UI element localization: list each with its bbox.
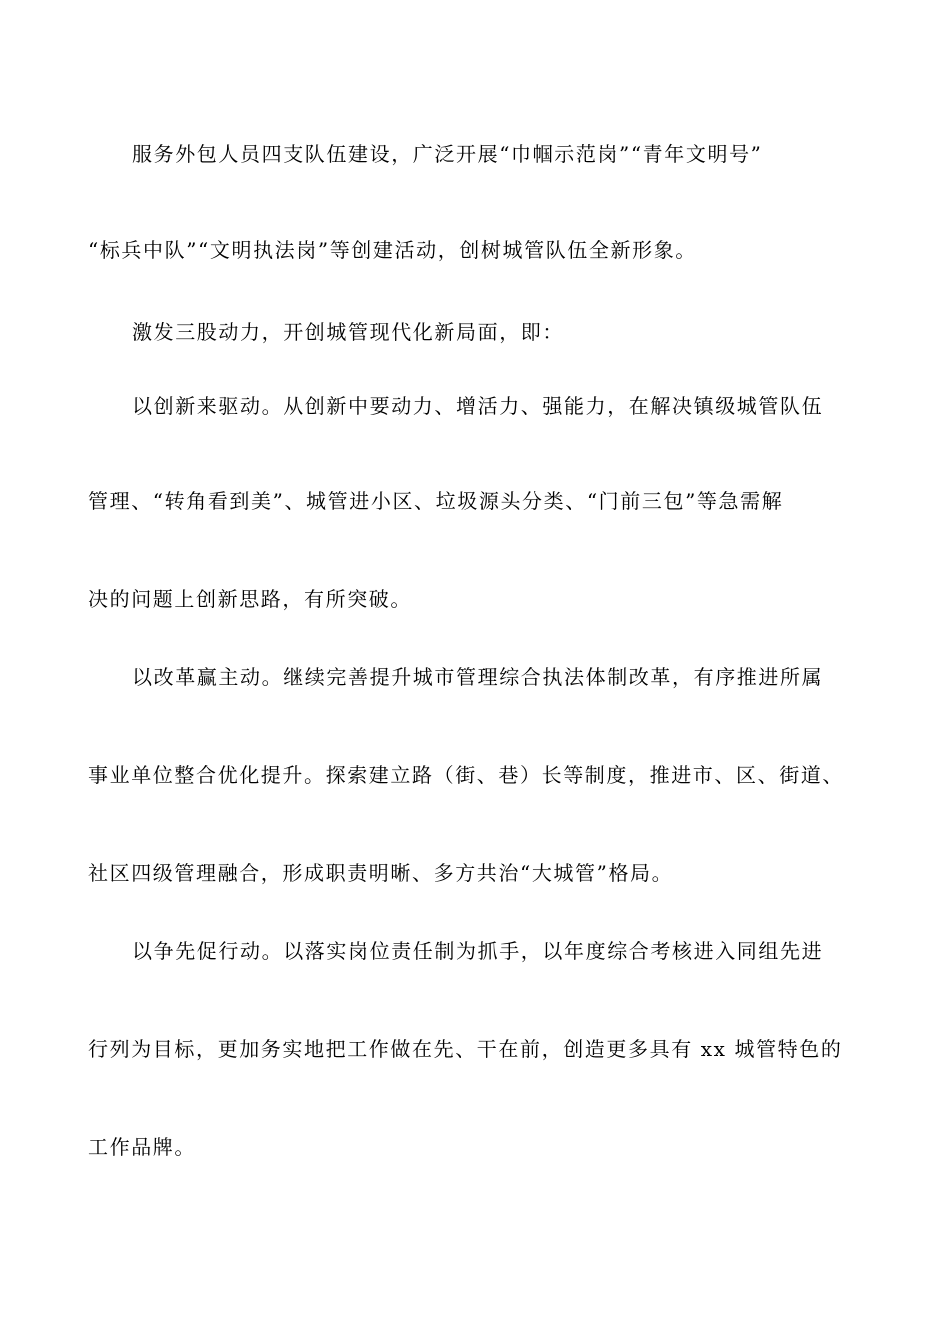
paragraph-line-12: 工作品牌。	[88, 1135, 196, 1159]
paragraph-line-6: 决的问题上创新思路，有所突破。	[88, 587, 412, 611]
paragraph-line-11: 行列为目标，更加务实地把工作做在先、干在前，创造更多具有 xx 城管特色的	[88, 1037, 843, 1061]
paragraph-line-3: 激发三股动力，开创城管现代化新局面，即：	[132, 320, 564, 344]
paragraph-line-4: 以创新来驱动。从创新中要动力、增活力、强能力，在解决镇级城管队伍	[132, 394, 824, 418]
paragraph-line-2: “标兵中队”“文明执法岗”等创建活动，创树城管队伍全新形象。	[88, 238, 697, 262]
paragraph-line-10: 以争先促行动。以落实岗位责任制为抓手，以年度综合考核进入同组先进	[132, 939, 824, 963]
paragraph-line-5: 管理、“转角看到美”、城管进小区、垃圾源头分类、“门前三包”等急需解	[88, 489, 784, 513]
paragraph-line-1: 服务外包人员四支队伍建设，广泛开展“巾帼示范岗”“青年文明号”	[132, 142, 763, 166]
paragraph-line-7: 以改革赢主动。继续完善提升城市管理综合执法体制改革，有序推进所属	[132, 665, 824, 689]
paragraph-line-8: 事业单位整合优化提升。探索建立路（街、巷）长等制度，推进市、区、街道、	[88, 763, 844, 787]
paragraph-line-9: 社区四级管理融合，形成职责明晰、多方共治“大城管”格局。	[88, 861, 674, 885]
